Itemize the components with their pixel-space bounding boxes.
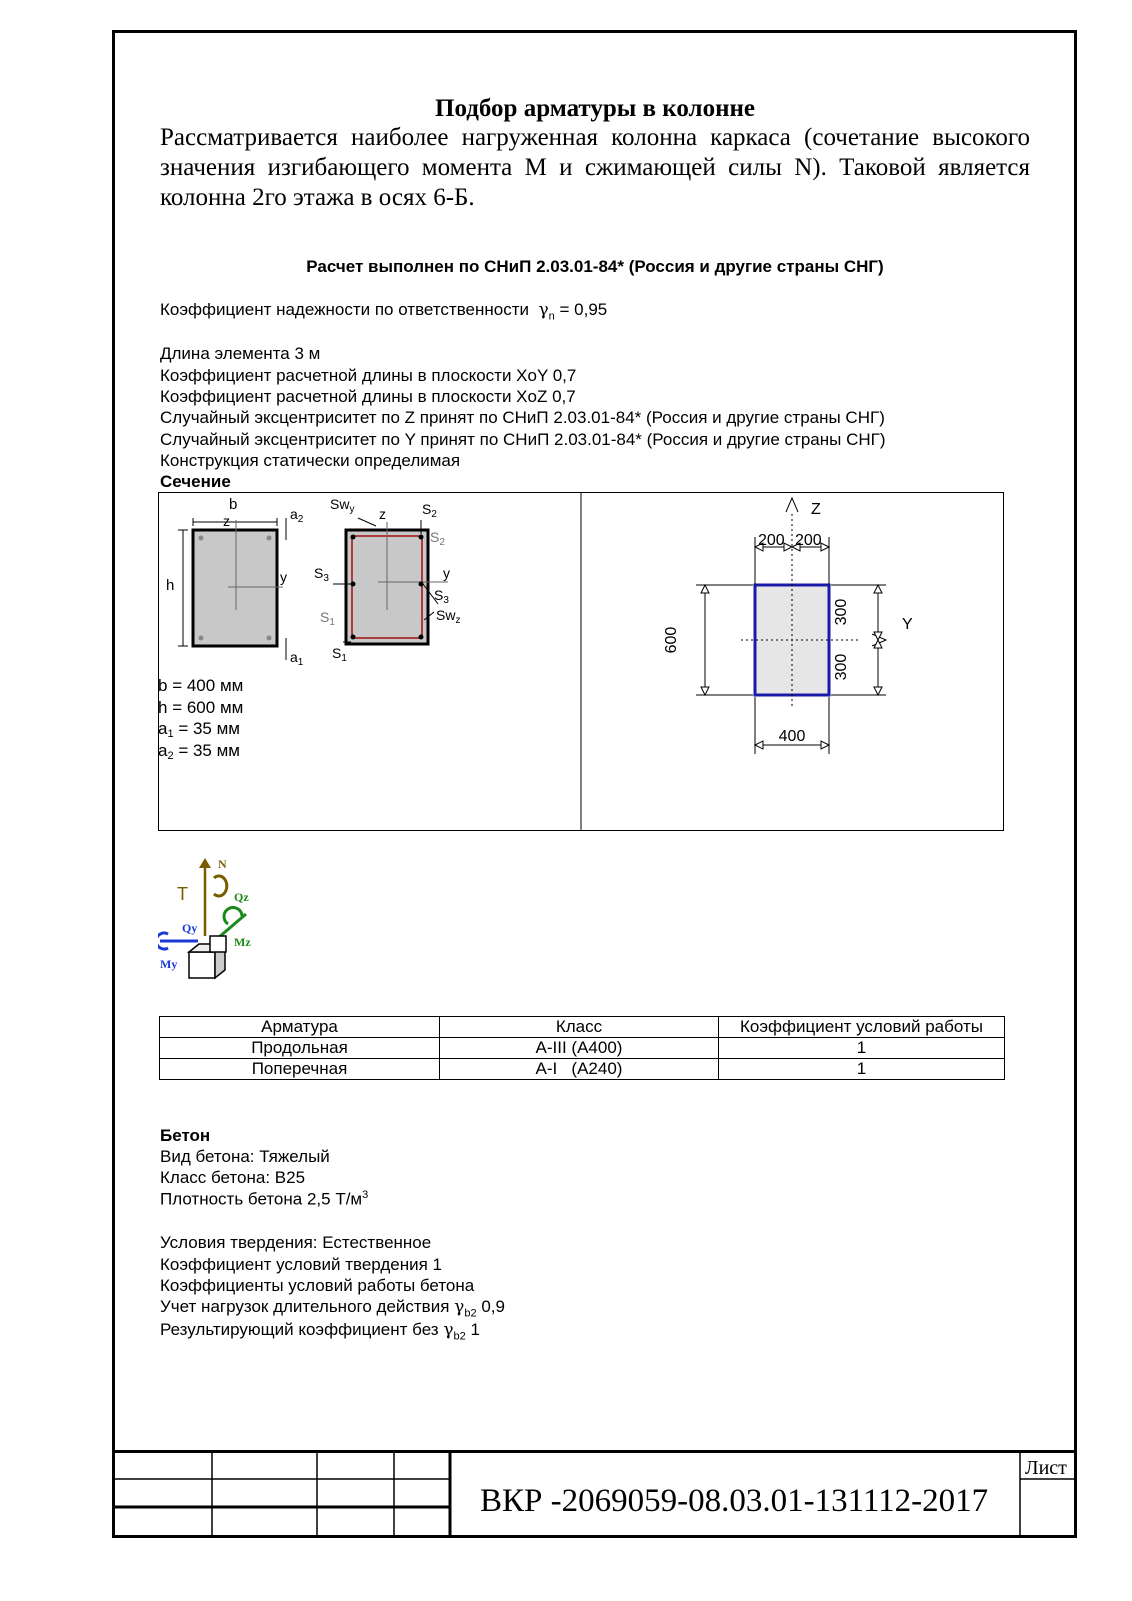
cell-coef: 1	[719, 1038, 1005, 1059]
param-ecc-z: Случайный эксцентриситет по Z принят по СНиП 2.03.01-84* (Россия и другие страны СНГ)	[160, 408, 885, 427]
param-coef-xoy: Коэффициент расчетной длины в плоскости XoY 0,7	[160, 366, 577, 385]
schema-s3-left: $S_3$	[314, 565, 329, 584]
concrete-density: Плотность бетона 2,5 $Т/м^3$	[160, 1189, 369, 1209]
schema-s2-black: $S_2$	[422, 501, 437, 520]
dim-width: 400	[778, 728, 806, 745]
schema-a1: $a_1$	[290, 649, 304, 668]
dim-a2: a2 = 35 мм	[158, 741, 240, 762]
schema-swy: $Sw_y$	[330, 496, 355, 515]
cell-class: A-I (A240)	[440, 1059, 719, 1080]
schema-section-a	[166, 496, 304, 668]
dim-b: b = 400 мм	[158, 676, 244, 695]
dim-top-left: 200	[758, 532, 785, 549]
schema-swz: $Sw_z$	[436, 607, 461, 626]
concrete-long-load: Учет нагрузок длительного действия $\gamma_{b2}$ 0,9	[160, 1297, 505, 1320]
dim-half-lower: 300	[833, 653, 850, 681]
force-qy: Qy	[182, 921, 198, 935]
force-n: N	[218, 857, 227, 871]
dim-h: h = 600 мм	[158, 698, 244, 717]
table-row	[160, 1038, 1005, 1059]
schema-s1-black: $S_1$	[332, 645, 347, 664]
page-title: Подбор арматуры в колонне	[435, 95, 755, 122]
param-coef-xoz: Коэффициент расчетной длины в плоскости XoZ 0,7	[160, 387, 576, 406]
dim-height: 600	[663, 626, 680, 654]
concrete-result: Результирующий коэффициент без $\gamma_{b2}$ 1	[160, 1320, 480, 1343]
cell-class: A-III (A400)	[440, 1038, 719, 1059]
axis-z: Z	[811, 501, 821, 518]
schema-s2-gray: $S_2$	[430, 529, 445, 548]
dim-top-right: 200	[795, 532, 822, 549]
section-heading: Сечение	[160, 472, 231, 491]
table-header-row	[160, 1017, 1005, 1038]
dim-half-upper: 300	[833, 598, 850, 626]
header-class: Класс	[440, 1017, 719, 1038]
axis-y: Y	[902, 616, 913, 633]
cell-type: Поперечная	[160, 1059, 440, 1080]
force-t: T	[177, 884, 188, 904]
table-row	[160, 1059, 1005, 1080]
schema-s1-gray: $S_1$	[320, 609, 335, 628]
document-code: ВКР -2069059-08.03.01-131112-2017	[480, 1483, 989, 1519]
schema-s3-right: $S_3$	[434, 587, 449, 606]
calc-norm-heading: Расчет выполнен по СНиП 2.03.01-84* (Россия и другие страны СНГ)	[306, 257, 884, 276]
param-static: Конструкция статически определимая	[160, 451, 461, 470]
force-my: My	[160, 957, 178, 971]
sheet-label: Лист	[1025, 1457, 1067, 1479]
header-coef: Коэффициент условий работы	[719, 1017, 1005, 1038]
concrete-hardening-coef: Коэффициент условий твердения 1	[160, 1255, 442, 1274]
schema-section-b	[314, 496, 460, 664]
schema-y: y	[280, 569, 287, 585]
concrete-work-coefs: Коэффициенты условий работы бетона	[160, 1276, 475, 1295]
concrete-type: Вид бетона: Тяжелый	[160, 1147, 330, 1166]
header-armature: Арматура	[160, 1017, 440, 1038]
armature-table	[159, 1016, 1005, 1080]
concrete-hardening: Условия твердения: Естественное	[160, 1233, 432, 1252]
reliability-line: Коэффициент надежности по ответственности $\gamma_n = 0,95$	[160, 300, 608, 323]
schema-z2: z	[379, 506, 386, 522]
param-length: Длина элемента 3 м	[160, 344, 321, 363]
schema-y2: y	[443, 565, 450, 581]
section-drawing	[663, 498, 913, 754]
schema-a2: $a_2$	[290, 506, 304, 525]
force-diagram	[158, 856, 268, 981]
intro-paragraph: Рассматривается наиболее нагруженная колонна каркаса (сочетание высокого значения изгибающего момента M и сжимающей силы N). Таковой является колонна 2го этажа в осях 6-Б.	[160, 124, 1030, 211]
schema-b: b	[229, 496, 238, 513]
concrete-heading: Бетон	[160, 1126, 211, 1145]
force-mz: Mz	[234, 935, 251, 949]
schema-h: h	[166, 577, 175, 594]
dim-a1: a1 = 35 мм	[158, 719, 240, 740]
cell-coef: 1	[719, 1059, 1005, 1080]
cell-type: Продольная	[160, 1038, 440, 1059]
concrete-class: Класс бетона: B25	[160, 1168, 306, 1187]
schema-z: z	[223, 513, 230, 529]
section-panel	[158, 492, 1004, 832]
param-ecc-y: Случайный эксцентриситет по Y принят по СНиП 2.03.01-84* (Россия и другие страны СНГ)	[160, 430, 886, 449]
force-qz: Qz	[234, 890, 249, 904]
